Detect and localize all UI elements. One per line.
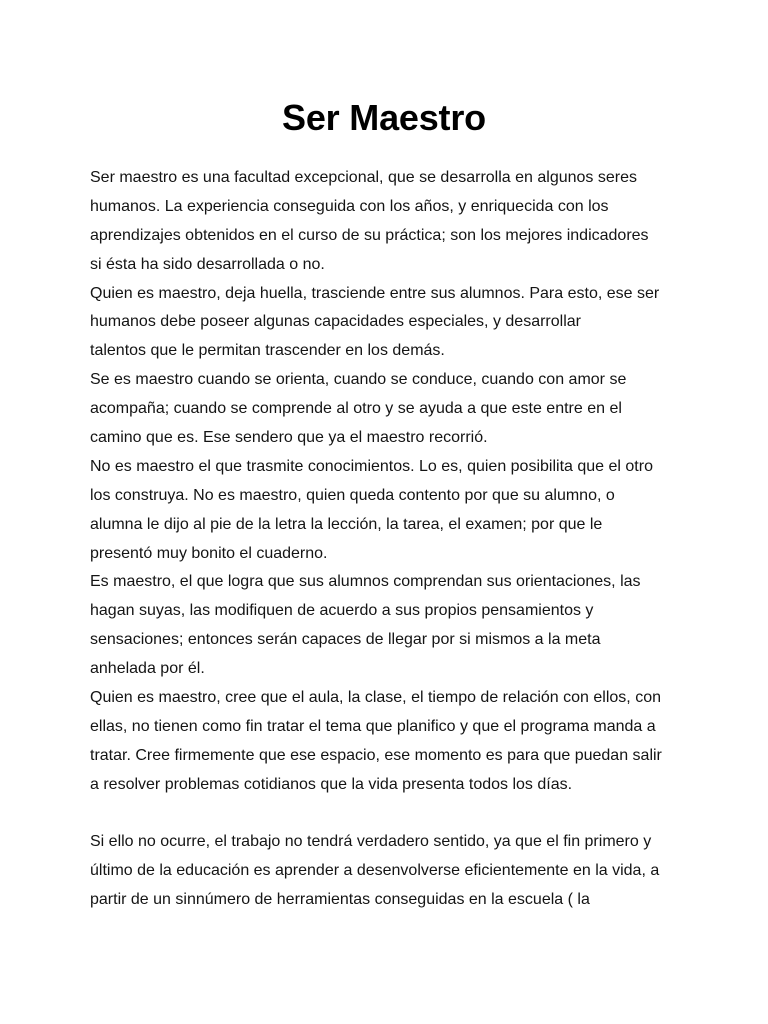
text-line: Es maestro, el que logra que sus alumnos comprendan sus orientaciones, las <box>90 573 641 591</box>
text-line: ellas, no tienen como fin tratar el tema que planifico y que el programa manda a <box>90 717 656 735</box>
text-line: presentó muy bonito el cuaderno. <box>90 544 328 562</box>
text-line: Se es maestro cuando se orienta, cuando se conduce, cuando con amor se <box>90 371 627 389</box>
text-line: si ésta ha sido desarrollada o no. <box>90 255 325 273</box>
text-line: aprendizajes obtenidos en el curso de su práctica; son los mejores indicadores <box>90 226 649 244</box>
text-line: a resolver problemas cotidianos que la vida presenta todos los días. <box>90 775 573 793</box>
text-line: No es maestro el que trasmite conocimientos. Lo es, quien posibilita que el otro <box>90 457 653 475</box>
text-line: humanos debe poseer algunas capacidades especiales, y desarrollar <box>90 313 581 331</box>
text-line: camino que es. Ese sendero que ya el maestro recorrió. <box>90 429 488 447</box>
text-line: Quien es maestro, deja huella, trasciende entre sus alumnos. Para esto, ese ser <box>90 284 660 302</box>
text-line: Ser maestro es una facultad excepcional, que se desarrolla en algunos seres <box>90 169 637 186</box>
text-line: sensaciones; entonces serán capaces de llegar por si mismos a la meta <box>90 631 601 649</box>
text-line: Quien es maestro, cree que el aula, la clase, el tiempo de relación con ellos, con <box>90 689 661 707</box>
text-line: talentos que le permitan trascender en los demás. <box>90 342 445 360</box>
text-line: acompaña; cuando se comprende al otro y se ayuda a que este entre en el <box>90 400 622 418</box>
text-line: anhelada por él. <box>90 660 205 678</box>
paragraph-gap <box>90 800 690 829</box>
text-line: los construya. No es maestro, quien queda contento por que su alumno, o <box>90 486 615 504</box>
text-line: partir de un sinnúmero de herramientas conseguidas en la escuela ( la <box>90 891 590 909</box>
text-line: Si ello no ocurre, el trabajo no tendrá verdadero sentido, ya que el fin primero y <box>90 833 652 851</box>
text-line: último de la educación es aprender a desenvolverse eficientemente en la vida, a <box>90 862 660 880</box>
text-line: hagan suyas, las modifiquen de acuerdo a sus propios pensamientos y <box>90 602 594 620</box>
text-line: humanos. La experiencia conseguida con los años, y enriquecida con los <box>90 197 609 215</box>
text-line: alumna le dijo al pie de la letra la lección, la tarea, el examen; por que le <box>90 515 603 533</box>
text-line: tratar. Cree firmemente que ese espacio, ese momento es para que puedan salir <box>90 746 662 764</box>
page-title: Ser Maestro <box>282 97 486 138</box>
document-body <box>90 164 690 915</box>
